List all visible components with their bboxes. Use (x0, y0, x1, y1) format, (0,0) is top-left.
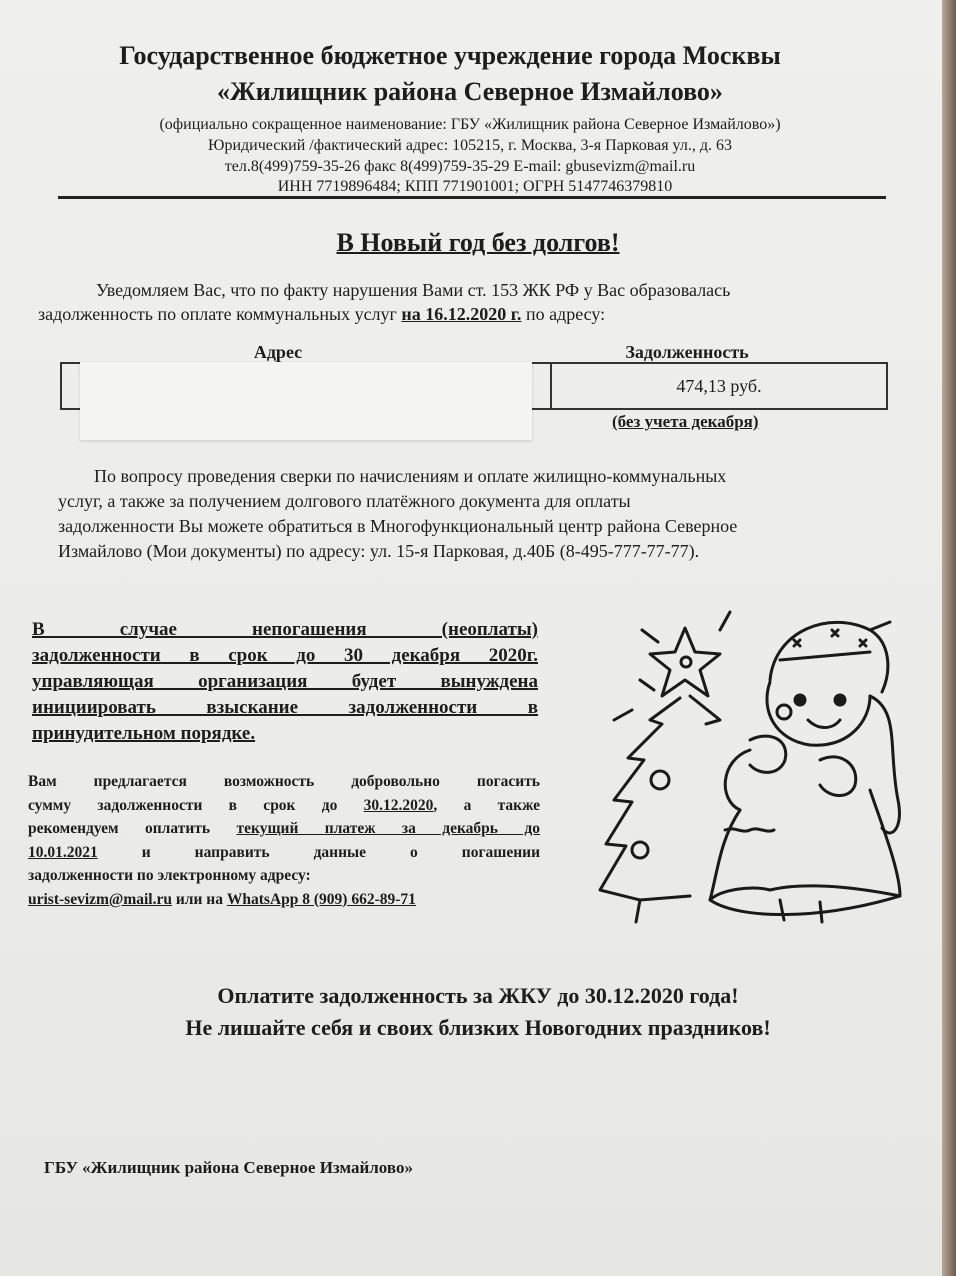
offer-line: 10.01.2021 и направить данные о погашении (28, 843, 540, 861)
warning-line: принудительном порядке. (32, 723, 256, 744)
notice-line1: Уведомляем Вас, что по факту нарушения Вами ст. 153 ЖК РФ у Вас образовалась (96, 280, 731, 300)
org-name-line1: Государственное бюджетное учреждение города Москвы (119, 41, 781, 70)
warning-line: управляющая организация будет вынуждена (32, 671, 538, 692)
table-header-address: Адрес (253, 342, 303, 362)
offer-line: urist-sevizm@mail.ru или на WhatsApp 8 (909) 662-89-71 (28, 890, 416, 908)
notice-line2: задолженность по оплате коммунальных услуг на 16.12.2020 г. по адресу: (38, 304, 606, 324)
redaction-patch (80, 362, 532, 440)
org-short-name: (официально сокращенное наименование: ГБУ «Жилищник района Северное Измайлово») (159, 116, 781, 133)
org-name-line2: «Жилищник района Северное Измайлово» (217, 77, 723, 106)
whatsapp-contact[interactable]: WhatsApp 8 (909) 662-89-71 (226, 890, 416, 908)
reconcile-line4: Измайлово (Мои документы) по адресу: ул. 15-я Парковая, д.40Б (8-495-777-77-77). (58, 541, 700, 561)
page-title: В Новый год без долгов! (336, 228, 620, 257)
offer-line: рекомендуем оплатить текущий платеж за декабрь до (28, 820, 540, 837)
warning-line: инициировать взыскание задолженности в (32, 697, 538, 718)
closing-line1: Оплатите задолженность за ЖКУ до 30.12.2020 года! (217, 983, 739, 1008)
offer-line: сумму задолженности в срок до 30.12.2020, а также (28, 796, 540, 814)
warning-block (32, 617, 538, 747)
email-link[interactable]: urist-sevizm@mail.ru (28, 890, 172, 908)
offer-line: задолженности по электронному адресу: (28, 867, 311, 884)
debt-note: (без учета декабря) (612, 412, 759, 431)
offer-line: Вам предлагается возможность добровольно погасить (28, 773, 540, 790)
warning-line: задолженности в срок до 30 декабря 2020г. (32, 645, 538, 666)
offer-deadline: 30.12.2020 (363, 796, 434, 814)
org-ids: ИНН 7719896484; КПП 771901001; ОГРН 5147746379810 (277, 178, 673, 195)
reconcile-line2: услуг, а также за получением долгового платёжного документа для оплаты (58, 491, 631, 511)
footer-org-name: ГБУ «Жилищник района Северное Измайлово» (44, 1158, 413, 1177)
snow-maiden-with-tree-illustration (570, 600, 920, 940)
offer-december-deadline: 10.01.2021 (28, 843, 98, 861)
notice-date: на 16.12.2020 г. (401, 304, 522, 324)
table-header-debt: Задолженность (625, 342, 749, 362)
reconcile-line3: задолженности Вы можете обратиться в Многофункциональный центр района Северное (58, 516, 738, 536)
closing-line2: Не лишайте себя и своих близких Новогодних праздников! (185, 1015, 771, 1040)
org-address: Юридический /фактический адрес: 105215, г. Москва, 3-я Парковая ул., д. 63 (208, 137, 732, 154)
reconcile-line1: По вопросу проведения сверки по начислениям и оплате жилищно-коммунальных (94, 466, 727, 486)
org-contacts: тел.8(499)759-35-26 факс 8(499)759-35-29 E-mail: gbusevizm@mail.ru (224, 158, 696, 175)
warning-line: В случае непогашения (неоплаты) (32, 619, 538, 640)
header-divider (58, 196, 886, 199)
offer-block (28, 770, 540, 911)
debt-amount-cell: 474,13 руб. (551, 363, 887, 409)
